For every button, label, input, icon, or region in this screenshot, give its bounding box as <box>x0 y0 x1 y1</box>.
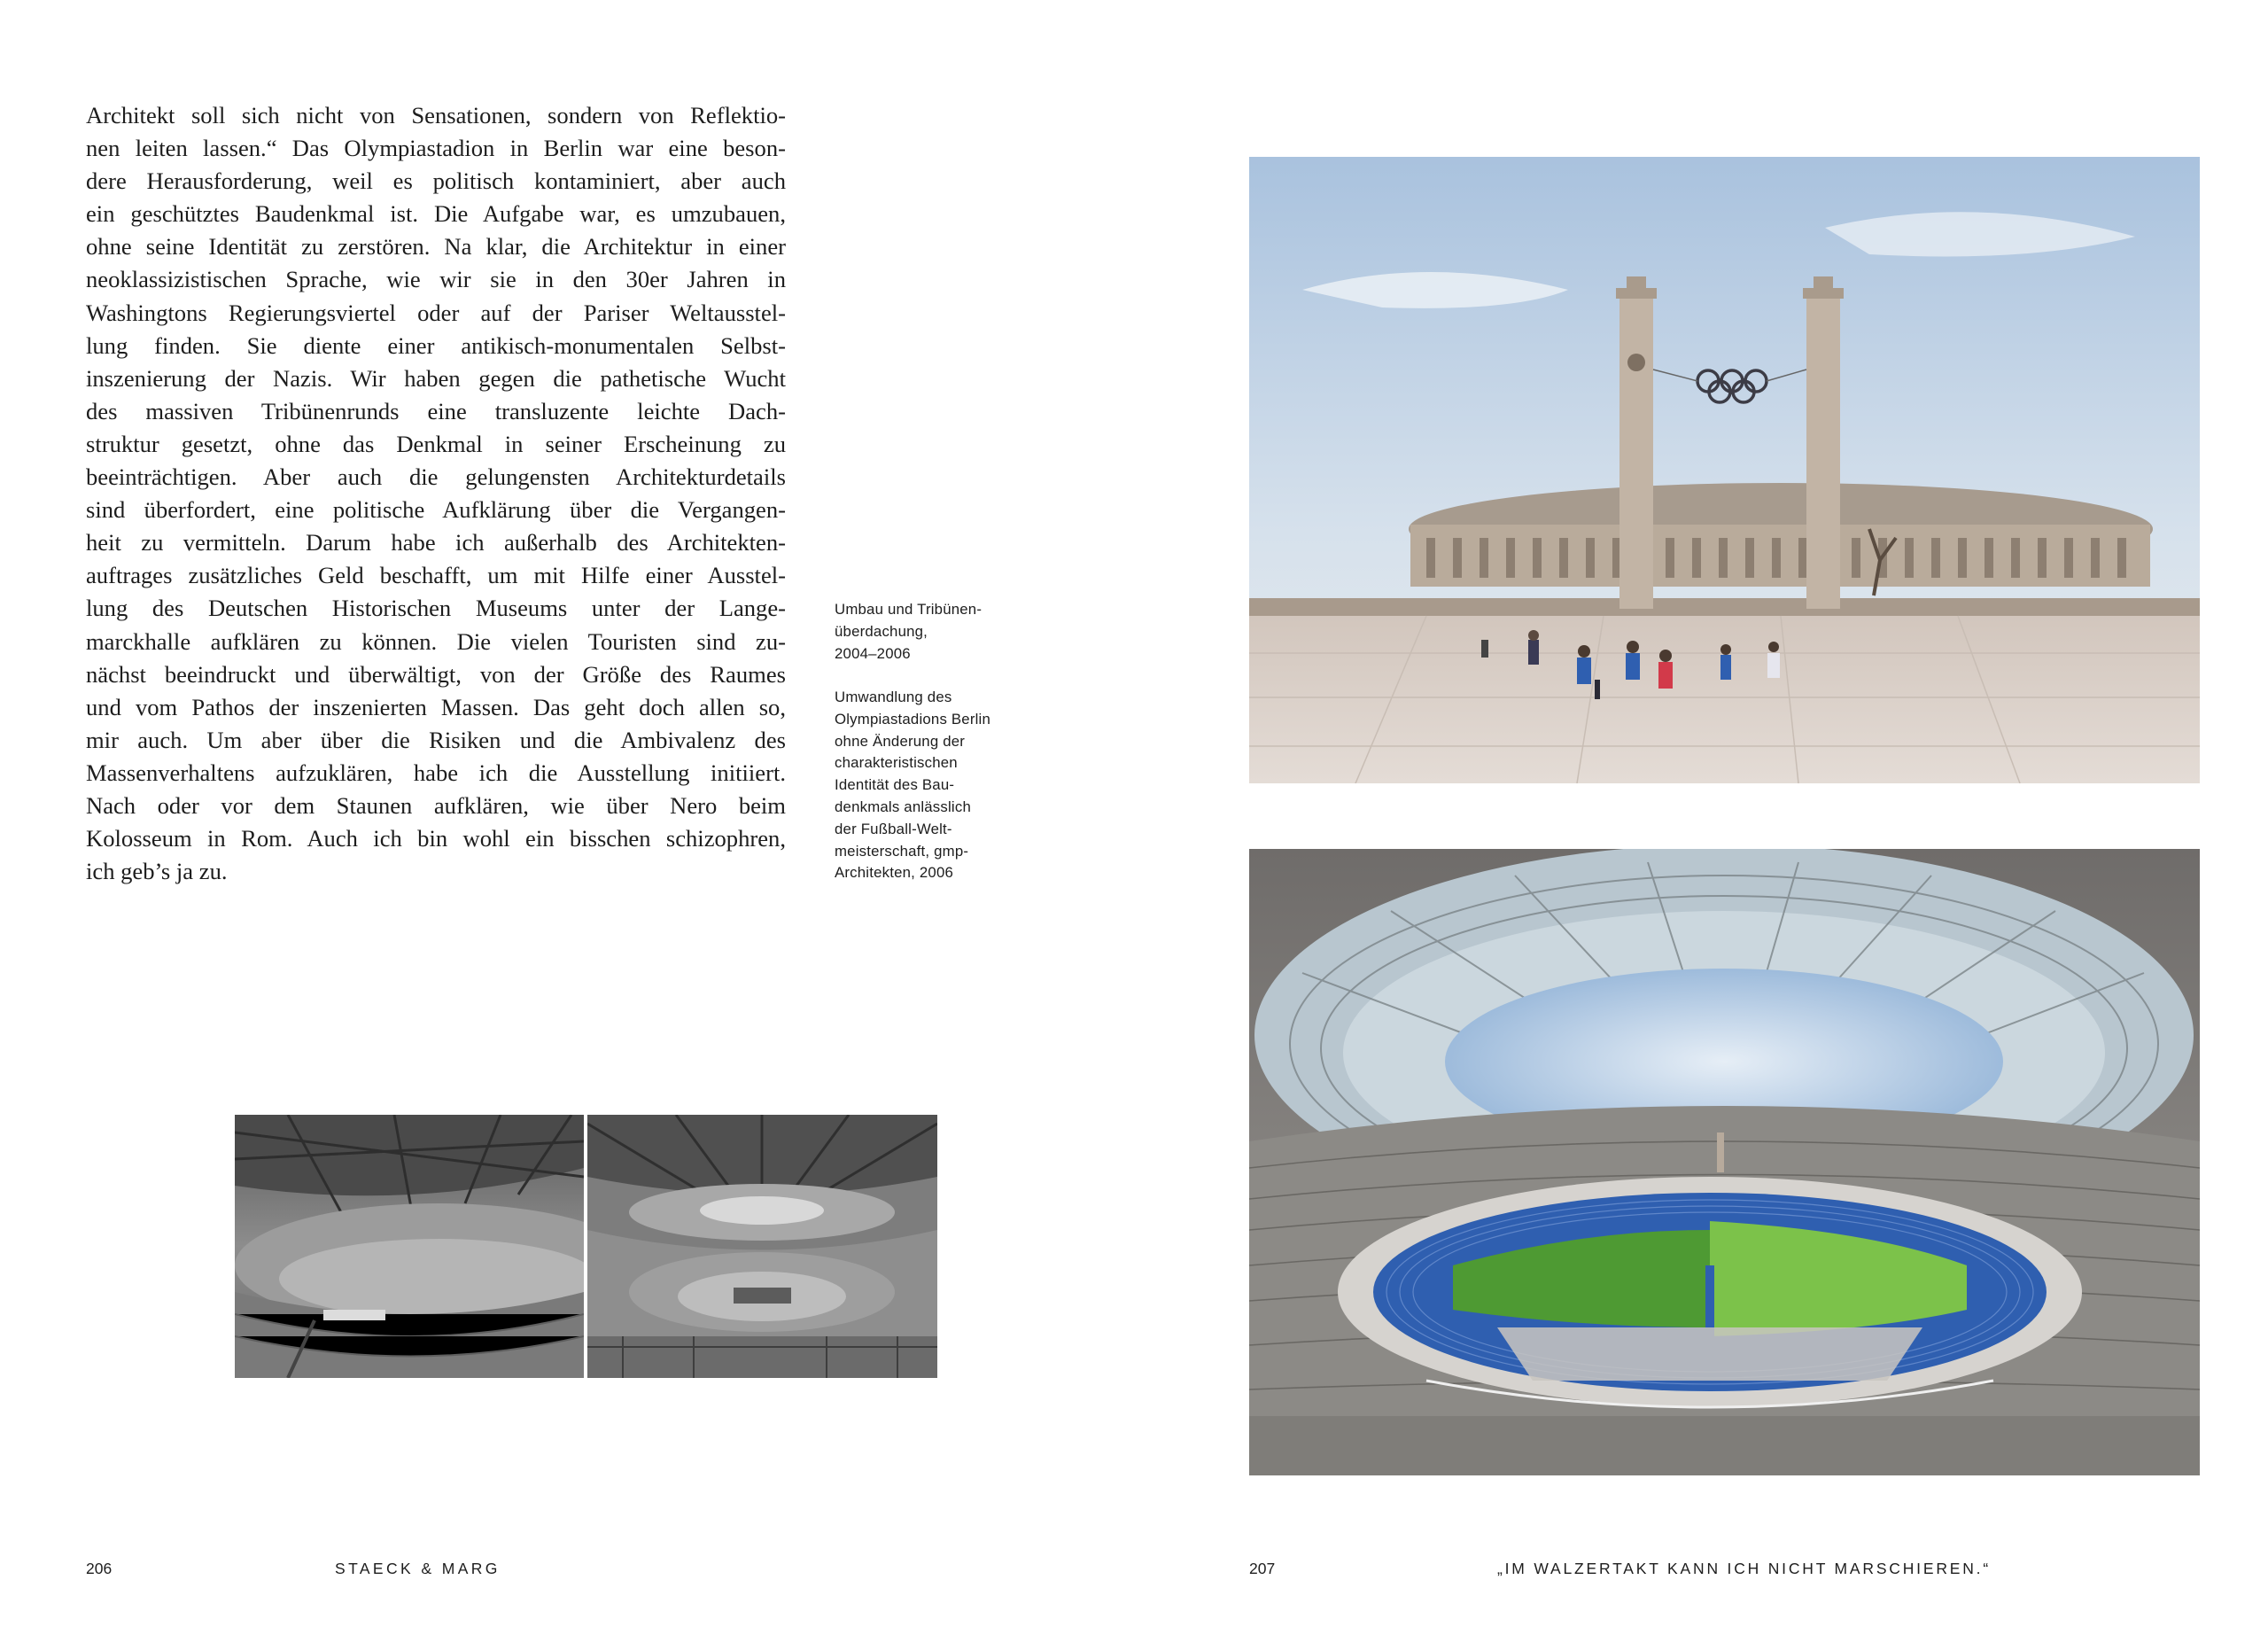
photo-construction-roof-left <box>235 1115 584 1378</box>
caption-line: Identität des Bau- <box>835 776 955 794</box>
caption-roof-dates <box>835 599 1038 665</box>
body-line: nächst beeindruckt und überwältigt, von der Größe des Raumes <box>86 660 786 688</box>
body-line: Kolosseum in Rom. Auch ich bin wohl ein bisschen schizophren, <box>86 825 786 852</box>
body-line: struktur gesetzt, ohne das Denkmal in seiner Erscheinung zu <box>86 430 786 457</box>
body-line: des massiven Tribünenrunds eine transluzente leichte Dach- <box>86 397 786 424</box>
body-line: sind überfordert, eine politische Aufklärung über die Vergangen- <box>86 496 786 524</box>
body-line-last: ich geb’s ja zu. <box>86 858 228 885</box>
body-line: heit zu vermitteln. Darum habe ich außerhalb des Architekten- <box>86 529 786 556</box>
body-line: Architekt soll sich nicht von Sensationen, sondern von Reflektio- <box>86 102 786 128</box>
photo-stadium-exterior <box>1249 157 2200 783</box>
body-line: mir auch. Um aber über die Risiken und die Ambivalenz des <box>86 726 786 753</box>
caption-line: charakteristischen <box>835 754 958 772</box>
running-head-right: „IM WALZERTAKT KANN ICH NICHT MARSCHIEREN.“ <box>1497 1560 1991 1577</box>
body-line: Massenverhaltens aufzuklären, habe ich die Ausstellung initiiert. <box>86 759 786 786</box>
body-line: marckhalle aufklären zu können. Die vielen Touristen sind zu- <box>86 627 786 655</box>
body-line: lung des Deutschen Historischen Museums unter der Lange- <box>86 595 786 622</box>
body-line: lung finden. Sie diente einer antikisch-monumentalen Selbst- <box>86 331 786 359</box>
body-text <box>86 99 786 888</box>
photo-construction-roof-right-graphic <box>587 1115 937 1378</box>
body-line: nen leiten lassen.“ Das Olympiastadion in Berlin war eine beson- <box>86 135 786 162</box>
caption-line: 2004–2006 <box>835 644 911 662</box>
running-head-left: STAECK & MARG <box>335 1560 501 1577</box>
caption-line: meisterschaft, gmp- <box>835 842 969 860</box>
caption-line: Umwandlung des <box>835 689 952 705</box>
body-line: und vom Pathos der inszenierten Massen. Das geht doch allen so, <box>86 693 786 720</box>
photo-stadium-interior-graphic <box>1249 849 2200 1475</box>
body-line: auftrages zusätzliches Geld beschafft, um mit Hilfe einer Ausstel- <box>86 562 786 589</box>
caption-line: Architekten, 2006 <box>835 864 954 882</box>
photo-construction-roof-right <box>587 1115 937 1378</box>
photo-stadium-exterior-graphic <box>1249 157 2200 783</box>
photo-stadium-interior <box>1249 849 2200 1475</box>
body-line: neoklassizistischen Sprache, wie wir sie in den 30er Jahren in <box>86 266 786 293</box>
body-line: ein geschütztes Baudenkmal ist. Die Aufgabe war, es umzubauen, <box>86 200 786 228</box>
caption-line: überdachung, <box>835 622 928 640</box>
body-line: beeinträchtigen. Aber auch die gelungensten Architekturdetails <box>86 463 786 491</box>
folio-left: 206 <box>86 1560 113 1577</box>
caption-line: Olympiastadions Berlin <box>835 710 991 728</box>
caption-line: ohne Änderung der <box>835 732 966 750</box>
body-line: ohne seine Identität zu zerstören. Na klar, die Architektur in einer <box>86 233 786 261</box>
caption-line: denkmals anlässlich <box>835 798 971 815</box>
caption-line: Umbau und Tribünen- <box>835 601 983 618</box>
body-line: dere Herausforderung, weil es politisch kontaminiert, aber auch <box>86 167 786 195</box>
caption-line: der Fußball-Welt- <box>835 820 952 837</box>
body-line: inszenierung der Nazis. Wir haben gegen die pathetische Wucht <box>86 364 786 392</box>
folio-right: 207 <box>1249 1560 1276 1577</box>
caption-conversion <box>835 687 1038 884</box>
body-line: Washingtons Regierungsviertel oder auf der Pariser Weltausstel- <box>86 299 786 326</box>
body-line: Nach oder vor dem Staunen aufklären, wie über Nero beim <box>86 791 786 819</box>
photo-construction-roof-left-graphic <box>235 1115 584 1378</box>
